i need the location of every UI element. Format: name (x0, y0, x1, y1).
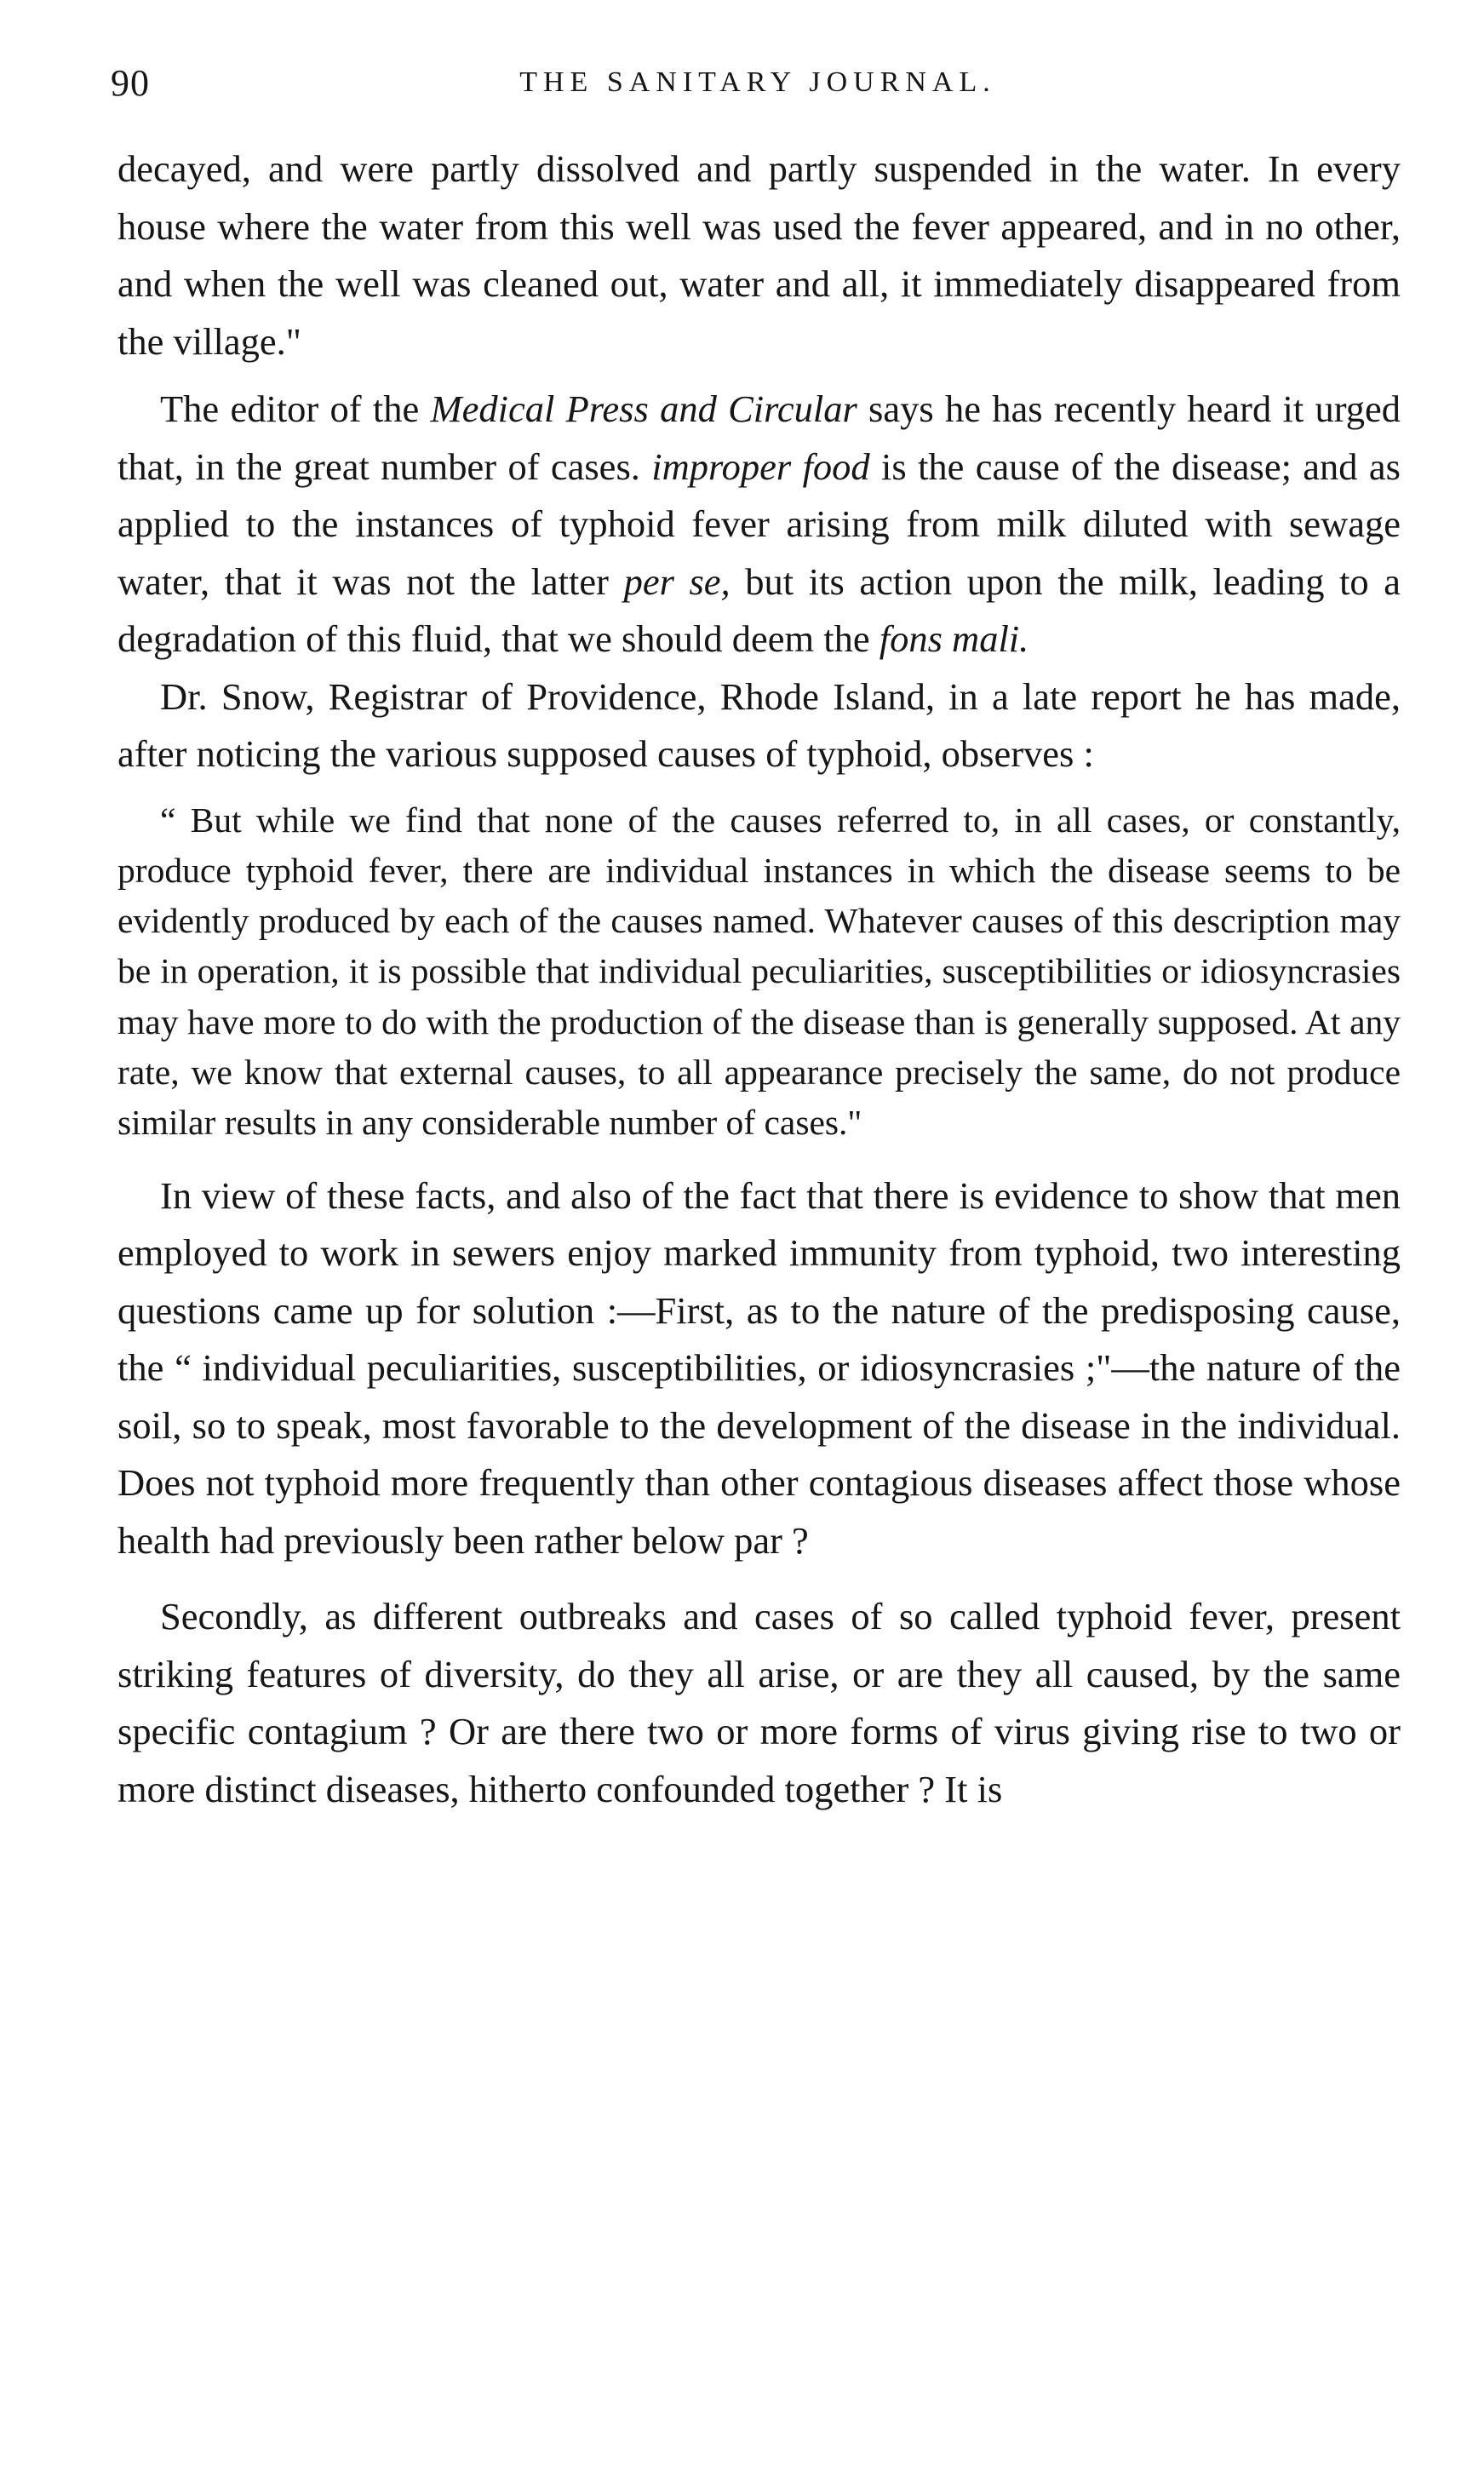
paragraph-editor-medical-press (117, 381, 1401, 668)
paragraph-dr-snow: Dr. Snow, Registrar of Providence, Rhode Island, in a late report he has made, after noticing the various supposed causes of typhoid, observes : (117, 674, 1401, 775)
block-quote: “ But while we find that none of the causes referred to, in all cases, or constantly, produce typhoid fever, there are individual instances in which the disease seems to be evidently produced by each of the causes named. Whatever causes of this description may be in operation, it is possible that individual peculiarities, susceptibilities or idiosyncrasies may have more to do with the production of the disease than is generally supposed. At any rate, we know that external causes, to all appearance precisely the same, do not produce similar results in any considerable number of cases." (117, 800, 1401, 1143)
paragraph-text: but its action upon the milk, leading to a degradation of this fluid, that we should deem the (117, 559, 1401, 660)
body-text (117, 141, 1401, 1818)
page-number: 90 (111, 62, 150, 104)
paragraph-text: says he has recently heard it urged that, in the great number of cases. (117, 387, 1401, 488)
italic-phrase: improper food (651, 444, 870, 488)
italic-publication-title: Medical Press and Circular (430, 387, 857, 430)
paragraph-view-of-facts: In view of these facts, and also of the fact that there is evidence to show that men employed to work in sewers enjoy marked immunity from typhoid, two interesting questions came up for solution :—First, as to the nature of the predisposing cause, the “ individual peculiarities, susceptibilities, or idiosyncrasies ;"—the nature of the soil, so to speak, most favorable to the development of the disease in the individual. Does not typhoid more frequently than other contagious diseases affect those whose health had previously been rather below par ? (117, 1173, 1401, 1562)
running-head: THE SANITARY JOURNAL. (519, 66, 996, 98)
paragraph-continuation: decayed, and were partly dissolved and partly suspended in the water. In every house where the water from this well was used the fever appeared, and in no other, and when the well was cleaned out, water and all, it immediately disappeared from the village." (117, 147, 1401, 363)
paragraph-secondly: Secondly, as different outbreaks and cases of so called typhoid fever, present striking features of diversity, do they all arise, or are they all caused, by the same specific contagium ? Or are there two or more forms of virus giving rise to two or more distinct diseases, hitherto confounded together ? It is (117, 1595, 1401, 1810)
italic-latin-phrase: fons mali. (879, 617, 1029, 660)
paragraph-text: The editor of the (160, 387, 431, 430)
page-header (111, 61, 1405, 112)
italic-latin-phrase: per se, (623, 559, 731, 603)
paragraph-text: is the cause of the disease; and as applied to the instances of typhoid fever arising from milk diluted with sewage water, that it was not the latter (117, 444, 1401, 603)
